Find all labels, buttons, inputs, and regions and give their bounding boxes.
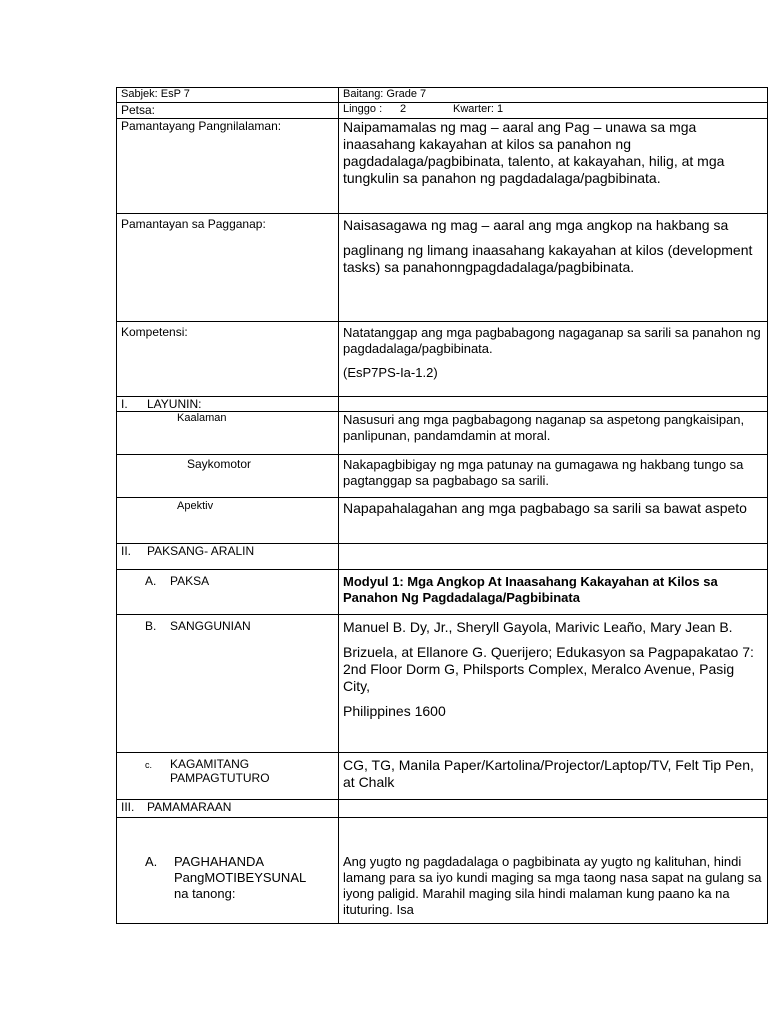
date-cell: Petsa: — [117, 103, 339, 119]
competency-label: Kompetensi: — [117, 322, 339, 397]
topic-text: Modyul 1: Mga Angkop At Inaasahang Kakayahan at Kilos sa Panahon Ng Pagdadalaga/Pagbibinata — [339, 570, 768, 615]
reference-label-cell — [117, 615, 339, 753]
performance-standard-text-1: Naisasagawa ng mag – aaral ang mga angkop na hakbang sa — [343, 217, 729, 233]
objectives-heading-row — [117, 397, 768, 412]
reference-cell — [339, 615, 768, 753]
affective-row — [117, 498, 768, 544]
subject-matter-numeral: II. — [121, 544, 132, 558]
content-standard-text: Naipamamalas ng mag – aaral ang Pag – unawa sa mga inaasahang kakayahan at kilos sa panahon ng pagdadalaga/pagbibinata, talento, at kakayahan, hilig, at mga tungkulin sa panahon ng pagdadalaga/pagbibinata. — [339, 119, 768, 214]
lesson-plan-table — [116, 87, 768, 924]
psychomotor-text: Nakapagbibigay ng mga patunay na gumagawa ng hakbang tungo sa pagtanggap sa pagbabago sa sarili. — [339, 455, 768, 498]
reference-text-2: Brizuela, at Ellanore G. Querijero; Edukasyon sa Pagpapakatao 7: 2nd Floor Dorm G, Philsports Complex, Meralco Avenue, Pasig City, — [343, 644, 754, 694]
subject-matter-heading — [117, 544, 339, 570]
preparation-text: Ang yugto ng pagdadalaga o pagbibinata ay yugto ng kalituhan, hindi lamang para sa iyo kundi maging sa mga taong nasa sapat na gulang sa iyong paligid. Marahil maging sila hindi malaman kung paano ka na ituturing. Isa — [339, 818, 768, 924]
objectives-title: LAYUNIN: — [147, 397, 202, 411]
topic-label-cell — [117, 570, 339, 615]
content-standard-row — [117, 119, 768, 214]
reference-text-1: Manuel B. Dy, Jr., Sheryll Gayola, Marivic Leaño, Mary Jean B. — [343, 619, 733, 635]
psychomotor-label: Saykomotor — [117, 455, 339, 498]
week-value: 2 — [400, 103, 407, 115]
competency-text: Natatanggap ang mga pagbabagong nagaganap sa sarili sa panahon ng pagdadalaga/pagbibinata. — [343, 325, 761, 356]
quarter-label: Kwarter: 1 — [453, 103, 504, 115]
affective-text: Napapahalagahan ang mga pagbabago sa sarili sa bawat aspeto — [339, 498, 768, 544]
psychomotor-row — [117, 455, 768, 498]
competency-cell — [339, 322, 768, 397]
materials-text: CG, TG, Manila Paper/Kartolina/Projector/Laptop/TV, Felt Tip Pen, at Chalk — [339, 753, 768, 800]
procedure-numeral: III. — [121, 800, 135, 814]
subject-cell: Sabjek: EsP 7 — [117, 88, 339, 103]
materials-label: KAGAMITANG PAMPAGTUTURO — [170, 757, 270, 785]
topic-letter: A. — [145, 574, 157, 588]
objectives-heading-empty — [339, 397, 768, 412]
header-row-date — [117, 103, 768, 119]
preparation-row — [117, 818, 768, 924]
performance-standard-text-2: paglinang ng limang inaasahang kakayahan at kilos (development tasks) sa panahonngpagdadalaga/pagbibinata. — [343, 242, 753, 275]
affective-label: Apektiv — [117, 498, 339, 544]
objectives-numeral: I. — [121, 397, 128, 411]
reference-row — [117, 615, 768, 753]
performance-standard-row — [117, 214, 768, 322]
procedure-heading — [117, 800, 339, 818]
reference-label: SANGGUNIAN — [170, 619, 251, 633]
knowledge-label: Kaalaman — [117, 412, 339, 455]
materials-label-cell — [117, 753, 339, 800]
topic-row — [117, 570, 768, 615]
grade-cell: Baitang: Grade 7 — [339, 88, 768, 103]
content-standard-label: Pamantayang Pangnilalaman: — [117, 119, 339, 214]
performance-standard-label: Pamantayan sa Pagganap: — [117, 214, 339, 322]
procedure-title: PAMAMARAAN — [147, 800, 232, 814]
week-quarter-cell — [339, 103, 768, 119]
reference-text-3: Philippines 1600 — [343, 703, 446, 719]
knowledge-text: Nasusuri ang mga pagbabagong naganap sa aspetong pangkaisipan, panlipunan, pandamdamin at moral. — [339, 412, 768, 455]
objectives-heading — [117, 397, 339, 412]
subject-matter-heading-row — [117, 544, 768, 570]
subject-matter-title: PAKSANG- ARALIN — [147, 544, 255, 558]
topic-label: PAKSA — [170, 574, 210, 588]
competency-code: (EsP7PS-Ia-1.2) — [343, 365, 438, 380]
preparation-label: PAGHAHANDA PangMOTIBEYSUNAL na tanong: — [174, 854, 306, 901]
subject-matter-heading-empty — [339, 544, 768, 570]
competency-row — [117, 322, 768, 397]
knowledge-row — [117, 412, 768, 455]
procedure-heading-row — [117, 800, 768, 818]
materials-letter: c. — [145, 760, 153, 770]
week-label: Linggo : — [343, 103, 383, 115]
preparation-letter: A. — [145, 854, 158, 869]
header-row-subject — [117, 88, 768, 103]
preparation-label-cell — [117, 818, 339, 924]
reference-letter: B. — [145, 619, 157, 633]
procedure-heading-empty — [339, 800, 768, 818]
materials-row — [117, 753, 768, 800]
performance-standard-cell — [339, 214, 768, 322]
